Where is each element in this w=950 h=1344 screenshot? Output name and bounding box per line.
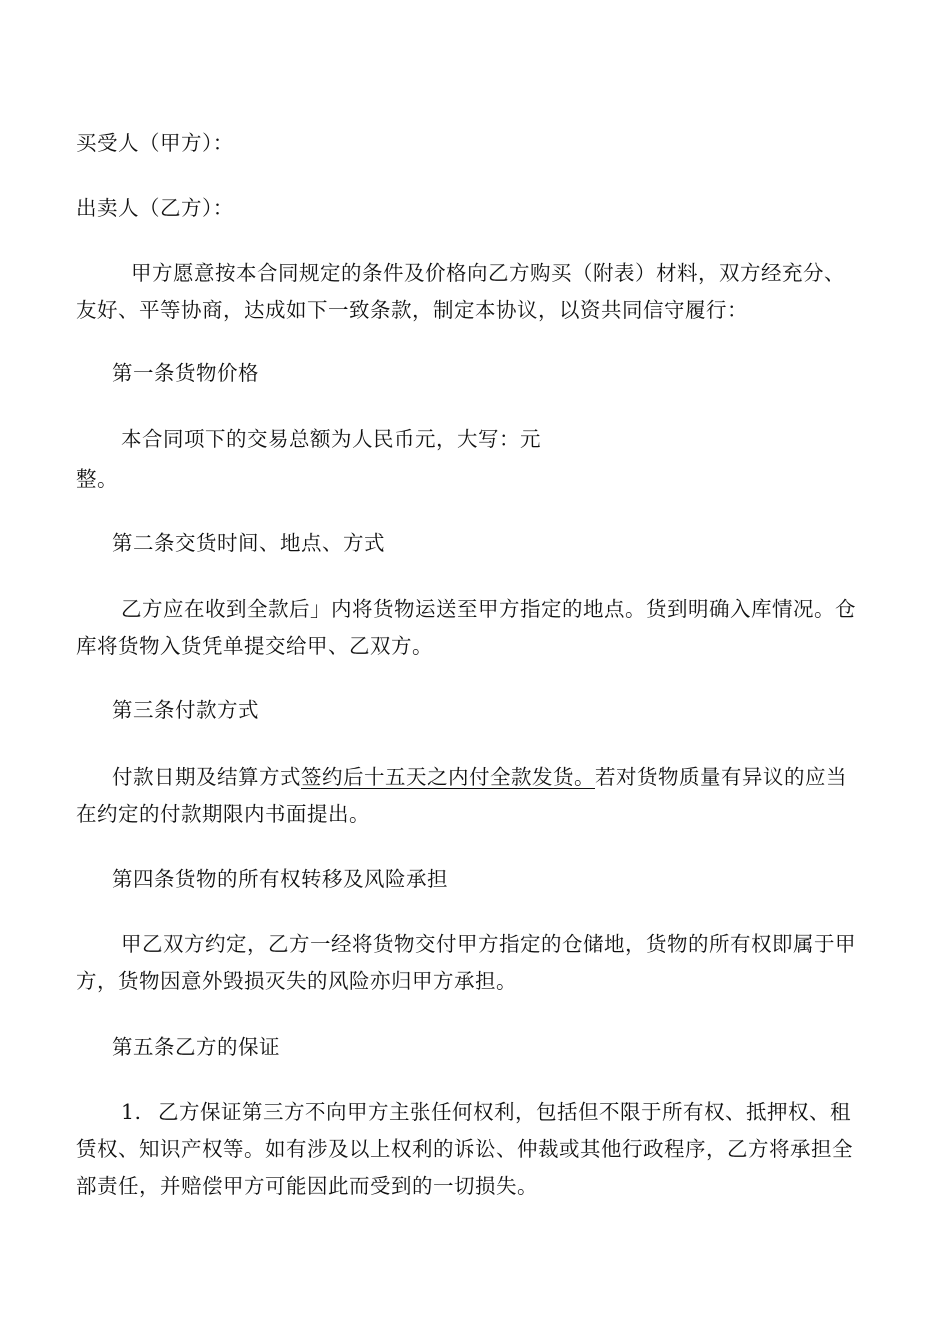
article-1-line-2: 整。 bbox=[76, 467, 118, 491]
article-5-item-number: 1. bbox=[121, 1100, 142, 1124]
article-1-heading: 第一条货物价格 bbox=[112, 361, 259, 385]
buyer-label: 买受人（甲方）： bbox=[76, 131, 234, 155]
preamble-line-2: 友好、平等协商，达成如下一致条款，制定本协议，以资共同信守履行： bbox=[76, 298, 748, 322]
article-5-item-line-1: 乙方保证第三方不向甲方主张任何权利，包括但不限于所有权、抵押权、租 bbox=[158, 1100, 851, 1124]
article-3-heading: 第三条付款方式 bbox=[112, 698, 259, 722]
payment-terms-prefix: 付款日期及结算方式 bbox=[112, 765, 301, 789]
article-4-line-1: 甲乙双方约定，乙方一经将货物交付甲方指定的仓储地，货物的所有权即属于甲 bbox=[121, 932, 856, 956]
article-1-line-1: 本合同项下的交易总额为人民币元，大写：元 bbox=[121, 427, 541, 451]
article-3-line-1 bbox=[112, 765, 847, 789]
preamble-line-1: 甲方愿意按本合同规定的条件及价格向乙方购买（附表）材料，双方经充分、 bbox=[131, 261, 845, 285]
article-3-line-2: 在约定的付款期限内书面提出。 bbox=[76, 802, 370, 826]
article-4-heading: 第四条货物的所有权转移及风险承担 bbox=[112, 867, 448, 891]
article-5-heading: 第五条乙方的保证 bbox=[112, 1035, 280, 1059]
article-2-line-1: 乙方应在收到全款后」内将货物运送至甲方指定的地点。货到明确入库情况。仓 bbox=[121, 597, 856, 621]
payment-terms-suffix: 若对货物质量有异议的应当 bbox=[595, 765, 847, 789]
article-5-item-line-3: 部责任，并赔偿甲方可能因此而受到的一切损失。 bbox=[76, 1174, 538, 1198]
payment-terms-underlined: 签约后十五天之内付全款发货。 bbox=[301, 765, 595, 789]
article-2-heading: 第二条交货时间、地点、方式 bbox=[112, 531, 385, 555]
article-5-item-line-2: 赁权、知识产权等。如有涉及以上权利的诉讼、仲裁或其他行政程序，乙方将承担全 bbox=[76, 1137, 853, 1161]
article-2-line-2: 库将货物入货凭单提交给甲、乙双方。 bbox=[76, 634, 433, 658]
article-4-line-2: 方，货物因意外毁损灭失的风险亦归甲方承担。 bbox=[76, 969, 517, 993]
seller-label: 出卖人（乙方）： bbox=[76, 196, 234, 220]
